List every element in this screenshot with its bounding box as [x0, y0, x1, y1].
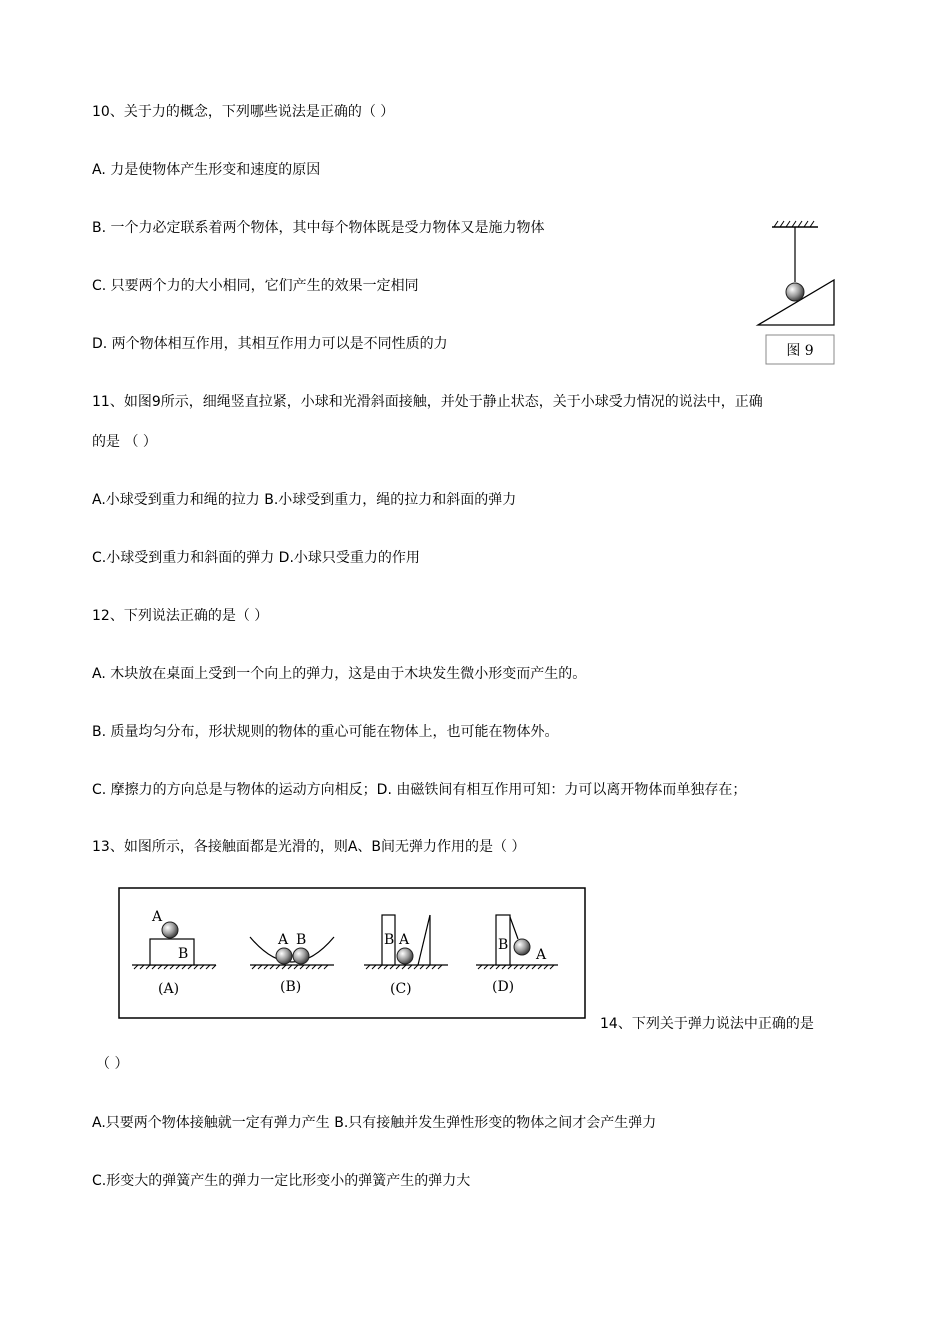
label-b: B [296, 932, 307, 948]
q14-option-c: C.形变大的弹簧产生的弹力一定比形变小的弹簧产生的弹力大 [92, 1173, 471, 1189]
caption-b: (B) [280, 979, 302, 995]
label-b: B [384, 932, 395, 948]
label-a: A [152, 909, 163, 925]
figure-q13 [118, 887, 588, 1021]
ball [786, 283, 804, 301]
ball-a [162, 922, 178, 938]
q10-option-b: B. 一个力必定联系着两个物体，其中每个物体既是受力物体又是施力物体 [92, 220, 545, 236]
q11-options-ab: A.小球受到重力和绳的拉力 B.小球受到重力，绳的拉力和斜面的弹力 [92, 492, 517, 508]
ball-b [293, 948, 309, 964]
ball-a [276, 948, 292, 964]
caption-c: (C) [390, 981, 412, 997]
q10-option-d: D. 两个物体相互作用，其相互作用力可以是不同性质的力 [92, 336, 448, 352]
label-a: A [399, 932, 410, 948]
q11-options-cd: C.小球受到重力和斜面的弹力 D.小球只受重力的作用 [92, 550, 420, 566]
q12-options-cd: C. 摩擦力的方向总是与物体的运动方向相反；D. 由磁铁间有相互作用可知：力可以离开物体而单独存在； [92, 782, 747, 798]
q10-stem: 10、关于力的概念，下列哪些说法是正确的（ ） [92, 104, 395, 120]
q11-stem-line2: 的是 （ ） [92, 434, 157, 450]
caption-a: (A) [158, 981, 180, 997]
ball-a [514, 939, 530, 955]
caption-d: (D) [492, 979, 515, 995]
ball-a [397, 948, 413, 964]
figure-9 [750, 215, 845, 370]
q10-option-a: A. 力是使物体产生形变和速度的原因 [92, 162, 321, 178]
label-b: B [178, 946, 189, 962]
label-b: B [498, 937, 509, 953]
q13-stem: 13、如图所示，各接触面都是光滑的，则A、B间无弹力作用的是（ ） [92, 839, 526, 855]
label-a: A [536, 947, 547, 963]
label-a: A [278, 932, 289, 948]
figure-9-caption: 图 9 [786, 343, 814, 359]
ceiling-hatch [774, 221, 814, 227]
q12-stem: 12、下列说法正确的是（ ） [92, 608, 269, 624]
q14-options-ab: A.只要两个物体接触就一定有弹力产生 B.只有接触并发生弹性形变的物体之间才会产生弹力 [92, 1115, 657, 1131]
q12-option-b: B. 质量均匀分布，形状规则的物体的重心可能在物体上，也可能在物体外。 [92, 724, 559, 740]
q11-stem-line1: 11、如图9所示，细绳竖直拉紧，小球和光滑斜面接触，并处于静止状态，关于小球受力情况的说法中，正确 [92, 394, 763, 410]
q14-stem-line2: （ ） [96, 1056, 129, 1072]
q12-option-a: A. 木块放在桌面上受到一个向上的弹力，这是由于木块发生微小形变而产生的。 [92, 666, 587, 682]
q10-option-c: C. 只要两个力的大小相同，它们产生的效果一定相同 [92, 278, 419, 294]
q14-stem-line1: 14、下列关于弹力说法中正确的是 [600, 1016, 814, 1032]
